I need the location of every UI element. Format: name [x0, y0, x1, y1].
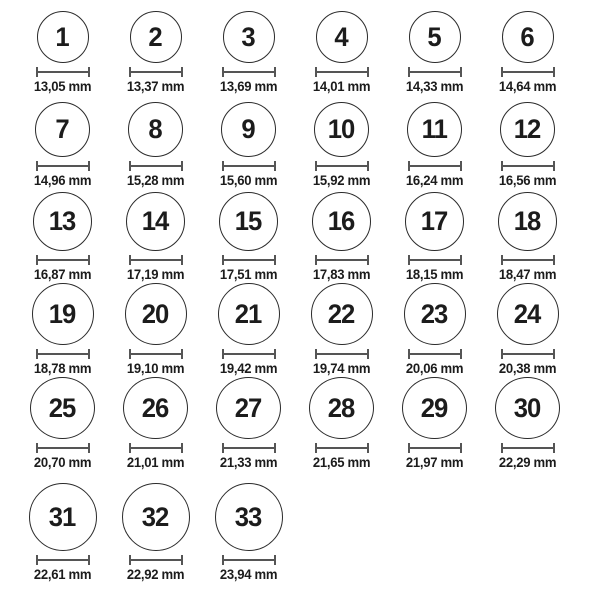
ring-size-number: 14 [142, 206, 169, 237]
measure-bar-icon [36, 559, 90, 561]
measure-bar-icon [408, 71, 462, 73]
measure-tick-right-icon [367, 161, 369, 171]
measure-tick-right-icon [88, 255, 90, 265]
ring-size-number: 5 [427, 21, 442, 52]
ring-size-cell [202, 189, 295, 283]
diameter-measure-line-icon [315, 161, 369, 171]
diameter-label: 21,65 mm [312, 455, 371, 471]
ring-size-number: 4 [334, 21, 349, 52]
diameter-label: 21,01 mm [126, 455, 185, 471]
measure-tick-right-icon [460, 349, 462, 359]
diameter-measure-line-icon [222, 255, 276, 265]
measure-tick-right-icon [274, 555, 276, 565]
diameter-measure-line-icon [408, 255, 462, 265]
ring-size-number: 21 [235, 298, 262, 329]
ring-circle-icon [402, 377, 467, 439]
measure-tick-right-icon [367, 349, 369, 359]
ring-size-number: 27 [235, 392, 262, 423]
measure-tick-right-icon [88, 67, 90, 77]
measure-bar-icon [501, 353, 555, 355]
diameter-measure-line-icon [408, 161, 462, 171]
ring-size-cell [16, 471, 109, 583]
measure-tick-right-icon [88, 555, 90, 565]
measure-bar-icon [222, 353, 276, 355]
ring-circle-icon [128, 102, 183, 157]
ring-size-number: 30 [514, 392, 541, 423]
measure-tick-right-icon [88, 443, 90, 453]
diameter-label: 19,42 mm [219, 361, 278, 377]
diameter-measure-line-icon [501, 349, 555, 359]
measure-bar-icon [129, 353, 183, 355]
ring-circle-icon [218, 283, 280, 345]
ring-size-cell [295, 189, 388, 283]
measure-bar-icon [222, 165, 276, 167]
measure-bar-icon [129, 165, 183, 167]
measure-bar-icon [501, 447, 555, 449]
measure-bar-icon [36, 259, 90, 261]
diameter-measure-line-icon [36, 443, 90, 453]
ring-row [0, 283, 600, 377]
ring-size-cell [202, 283, 295, 377]
ring-size-number: 18 [514, 206, 541, 237]
measure-bar-icon [315, 165, 369, 167]
measure-bar-icon [222, 447, 276, 449]
ring-size-number: 20 [142, 298, 169, 329]
diameter-measure-line-icon [315, 349, 369, 359]
ring-size-cell [109, 471, 202, 583]
ring-circle-icon [216, 377, 281, 439]
diameter-label: 22,61 mm [33, 567, 92, 583]
diameter-measure-line-icon [501, 161, 555, 171]
ring-size-cell [16, 283, 109, 377]
diameter-label: 13,05 mm [33, 79, 92, 95]
ring-row [0, 377, 600, 471]
measure-bar-icon [501, 259, 555, 261]
measure-bar-icon [408, 353, 462, 355]
diameter-measure-line-icon [36, 255, 90, 265]
measure-tick-right-icon [181, 443, 183, 453]
ring-size-cell [16, 95, 109, 189]
diameter-measure-line-icon [129, 443, 183, 453]
measure-tick-right-icon [274, 349, 276, 359]
ring-size-number: 6 [520, 21, 535, 52]
ring-size-number: 19 [49, 298, 76, 329]
diameter-label: 15,28 mm [126, 173, 185, 189]
diameter-measure-line-icon [129, 349, 183, 359]
ring-size-number: 17 [421, 206, 448, 237]
diameter-label: 17,19 mm [126, 267, 185, 283]
ring-circle-icon [29, 483, 97, 551]
ring-size-number: 9 [241, 114, 256, 145]
measure-tick-right-icon [460, 255, 462, 265]
diameter-label: 20,70 mm [33, 455, 92, 471]
diameter-measure-line-icon [129, 161, 183, 171]
ring-size-cell [109, 4, 202, 95]
diameter-measure-line-icon [222, 349, 276, 359]
ring-size-cell [481, 283, 574, 377]
measure-tick-right-icon [274, 161, 276, 171]
ring-size-number: 31 [49, 501, 76, 532]
diameter-label: 22,92 mm [126, 567, 185, 583]
measure-tick-right-icon [367, 443, 369, 453]
ring-size-number: 7 [55, 114, 70, 145]
diameter-label: 19,74 mm [312, 361, 371, 377]
diameter-label: 13,37 mm [126, 79, 185, 95]
ring-size-cell [109, 95, 202, 189]
diameter-measure-line-icon [36, 161, 90, 171]
ring-size-cell [202, 471, 295, 583]
measure-tick-right-icon [274, 67, 276, 77]
ring-size-cell [109, 377, 202, 471]
measure-bar-icon [315, 71, 369, 73]
ring-circle-icon [33, 192, 92, 251]
diameter-measure-line-icon [408, 67, 462, 77]
diameter-measure-line-icon [501, 255, 555, 265]
ring-circle-icon [35, 102, 90, 157]
ring-size-cell [109, 189, 202, 283]
diameter-label: 14,33 mm [405, 79, 464, 95]
measure-bar-icon [408, 165, 462, 167]
measure-tick-right-icon [553, 161, 555, 171]
diameter-label: 18,78 mm [33, 361, 92, 377]
diameter-label: 16,24 mm [405, 173, 464, 189]
diameter-label: 21,97 mm [405, 455, 464, 471]
diameter-measure-line-icon [129, 67, 183, 77]
ring-size-cell [16, 4, 109, 95]
measure-bar-icon [222, 259, 276, 261]
measure-bar-icon [36, 165, 90, 167]
ring-size-number: 29 [421, 392, 448, 423]
ring-circle-icon [122, 483, 190, 551]
diameter-label: 20,06 mm [405, 361, 464, 377]
ring-size-cell [295, 4, 388, 95]
ring-row [0, 4, 600, 95]
diameter-measure-line-icon [408, 443, 462, 453]
diameter-measure-line-icon [36, 67, 90, 77]
diameter-measure-line-icon [222, 555, 276, 565]
ring-size-number: 22 [328, 298, 355, 329]
diameter-measure-line-icon [501, 67, 555, 77]
ring-size-number: 23 [421, 298, 448, 329]
measure-bar-icon [408, 259, 462, 261]
ring-circle-icon [409, 11, 461, 63]
diameter-measure-line-icon [36, 555, 90, 565]
measure-tick-right-icon [88, 161, 90, 171]
diameter-label: 18,47 mm [498, 267, 557, 283]
ring-circle-icon [404, 283, 466, 345]
ring-size-number: 8 [148, 114, 163, 145]
ring-circle-icon [126, 192, 185, 251]
measure-tick-right-icon [181, 161, 183, 171]
ring-size-cell [295, 283, 388, 377]
ring-circle-icon [311, 283, 373, 345]
measure-tick-right-icon [181, 67, 183, 77]
ring-size-cell [202, 4, 295, 95]
diameter-label: 16,87 mm [33, 267, 92, 283]
measure-bar-icon [129, 259, 183, 261]
diameter-label: 16,56 mm [498, 173, 557, 189]
diameter-measure-line-icon [315, 67, 369, 77]
ring-size-cell [16, 377, 109, 471]
ring-circle-icon [312, 192, 371, 251]
ring-size-number: 28 [328, 392, 355, 423]
ring-size-cell [481, 377, 574, 471]
diameter-label: 17,83 mm [312, 267, 371, 283]
diameter-label: 17,51 mm [219, 267, 278, 283]
ring-circle-icon [502, 11, 554, 63]
measure-bar-icon [36, 353, 90, 355]
ring-size-cell [388, 4, 481, 95]
diameter-label: 22,29 mm [498, 455, 557, 471]
ring-circle-icon [32, 283, 94, 345]
diameter-label: 14,96 mm [33, 173, 92, 189]
measure-tick-right-icon [274, 255, 276, 265]
diameter-measure-line-icon [222, 443, 276, 453]
diameter-label: 21,33 mm [219, 455, 278, 471]
ring-size-number: 33 [235, 501, 262, 532]
diameter-label: 23,94 mm [219, 567, 278, 583]
ring-circle-icon [407, 102, 462, 157]
measure-tick-right-icon [553, 255, 555, 265]
ring-size-number: 13 [49, 206, 76, 237]
ring-circle-icon [498, 192, 557, 251]
ring-size-cell [295, 377, 388, 471]
diameter-measure-line-icon [408, 349, 462, 359]
ring-circle-icon [221, 102, 276, 157]
diameter-label: 14,01 mm [312, 79, 371, 95]
ring-size-number: 24 [514, 298, 541, 329]
measure-bar-icon [129, 559, 183, 561]
diameter-measure-line-icon [129, 555, 183, 565]
ring-circle-icon [125, 283, 187, 345]
ring-circle-icon [223, 11, 275, 63]
measure-tick-right-icon [553, 443, 555, 453]
measure-tick-right-icon [460, 161, 462, 171]
measure-bar-icon [315, 259, 369, 261]
diameter-measure-line-icon [222, 161, 276, 171]
diameter-label: 20,38 mm [498, 361, 557, 377]
measure-bar-icon [36, 447, 90, 449]
ring-size-number: 10 [328, 114, 355, 145]
diameter-measure-line-icon [129, 255, 183, 265]
measure-bar-icon [501, 165, 555, 167]
diameter-label: 15,60 mm [219, 173, 278, 189]
ring-size-number: 32 [142, 501, 169, 532]
measure-bar-icon [315, 447, 369, 449]
ring-size-cell [16, 189, 109, 283]
diameter-label: 14,64 mm [498, 79, 557, 95]
ring-size-cell [481, 4, 574, 95]
diameter-label: 18,15 mm [405, 267, 464, 283]
ring-size-cell [388, 189, 481, 283]
measure-bar-icon [222, 559, 276, 561]
ring-circle-icon [30, 377, 95, 439]
diameter-label: 13,69 mm [219, 79, 278, 95]
measure-tick-right-icon [181, 555, 183, 565]
ring-size-number: 12 [514, 114, 541, 145]
ring-size-number: 25 [49, 392, 76, 423]
measure-tick-right-icon [367, 255, 369, 265]
ring-circle-icon [309, 377, 374, 439]
diameter-measure-line-icon [501, 443, 555, 453]
ring-size-number: 16 [328, 206, 355, 237]
ring-size-cell [388, 377, 481, 471]
measure-bar-icon [315, 353, 369, 355]
ring-circle-icon [405, 192, 464, 251]
ring-size-cell [202, 377, 295, 471]
ring-circle-icon [314, 102, 369, 157]
ring-circle-icon [500, 102, 555, 157]
ring-row [0, 471, 600, 583]
ring-row [0, 189, 600, 283]
ring-circle-icon [497, 283, 559, 345]
measure-bar-icon [129, 447, 183, 449]
measure-tick-right-icon [367, 67, 369, 77]
ring-size-number: 26 [142, 392, 169, 423]
measure-tick-right-icon [274, 443, 276, 453]
ring-size-number: 2 [148, 21, 163, 52]
measure-bar-icon [222, 71, 276, 73]
ring-circle-icon [495, 377, 560, 439]
ring-size-number: 3 [241, 21, 256, 52]
ring-size-cell [109, 283, 202, 377]
measure-tick-right-icon [553, 67, 555, 77]
measure-tick-right-icon [181, 349, 183, 359]
ring-circle-icon [316, 11, 368, 63]
measure-bar-icon [408, 447, 462, 449]
ring-size-cell [481, 95, 574, 189]
measure-tick-right-icon [460, 67, 462, 77]
diameter-measure-line-icon [222, 67, 276, 77]
measure-tick-right-icon [181, 255, 183, 265]
ring-size-number: 1 [55, 21, 70, 52]
ring-circle-icon [130, 11, 182, 63]
ring-circle-icon [215, 483, 283, 551]
measure-tick-right-icon [88, 349, 90, 359]
diameter-measure-line-icon [315, 255, 369, 265]
measure-bar-icon [36, 71, 90, 73]
ring-circle-icon [37, 11, 89, 63]
diameter-measure-line-icon [36, 349, 90, 359]
diameter-measure-line-icon [315, 443, 369, 453]
measure-bar-icon [501, 71, 555, 73]
measure-bar-icon [129, 71, 183, 73]
diameter-label: 19,10 mm [126, 361, 185, 377]
diameter-label: 15,92 mm [312, 173, 371, 189]
ring-size-cell [388, 283, 481, 377]
measure-tick-right-icon [553, 349, 555, 359]
ring-row [0, 95, 600, 189]
ring-size-number: 15 [235, 206, 262, 237]
ring-size-cell [295, 95, 388, 189]
ring-size-cell [481, 189, 574, 283]
ring-size-cell [202, 95, 295, 189]
ring-circle-icon [123, 377, 188, 439]
ring-circle-icon [219, 192, 278, 251]
ring-size-cell [388, 95, 481, 189]
ring-size-number: 11 [421, 114, 448, 145]
measure-tick-right-icon [460, 443, 462, 453]
